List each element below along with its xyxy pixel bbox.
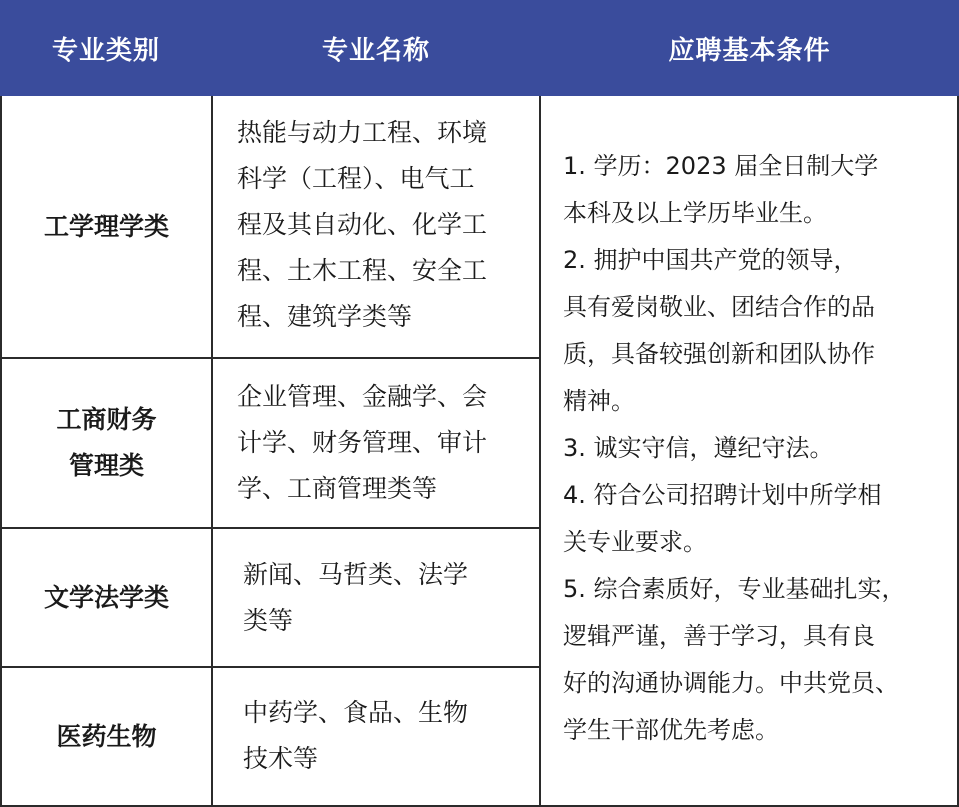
- category-text: 工学理学类: [43, 211, 169, 241]
- major-names-cell-2: 企业管理、金融学、会 计学、财务管理、审计 学、工商管理类等: [237, 382, 488, 503]
- major-names-cell-3: 新闻、马哲类、法学 类等: [243, 560, 469, 635]
- header-category: 专业类别: [51, 35, 160, 66]
- header-major-names: 专业名称: [321, 35, 430, 66]
- category-text: 医药生物: [56, 721, 157, 751]
- category-text: 工商财务 管理类: [56, 405, 157, 480]
- border-col2: [539, 96, 541, 807]
- header-requirements: 应聘基本条件: [668, 35, 831, 66]
- border-col1: [211, 96, 213, 807]
- category-cell-2: [2, 359, 211, 527]
- category-cell-4: [2, 668, 211, 805]
- major-names-cell-4: 中药学、食品、生物 技术等: [243, 698, 469, 773]
- category-cell-1: [2, 96, 211, 357]
- major-names-cell-1: 热能与动力工程、环境 科学（工程）、电气工 程及其自动化、化学工 程、土木工程、安全工 程、建筑学类等: [237, 118, 488, 331]
- table-header: [0, 0, 959, 96]
- category-text: 文学法学类: [43, 582, 169, 612]
- requirements-cell: 1. 学历：2023 届全日制大学 本科及以上学历毕业生。 2. 拥护中国共产党的领导， 具有爱岗敬业、团结合作的品 质，具备较强创新和团队协作 精神。 3. 诚实守信，遵纪守法。 4. 符合公司招聘计划中所学相 关专业要求。 5. 综合素质好，专业基础扎实， 逻辑严谨，善于学习，具有良 好的沟通协调能力。中共党员、 学生干部优先考虑。: [563, 152, 906, 744]
- category-cell-3: [2, 529, 211, 666]
